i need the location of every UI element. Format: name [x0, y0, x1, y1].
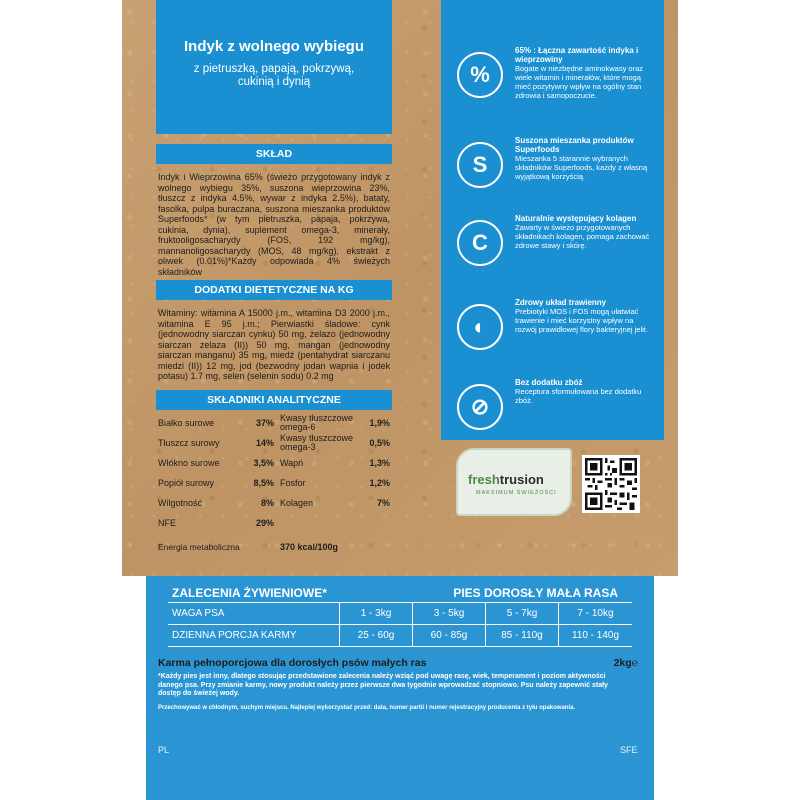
benefit-heading: Bez dodatku zbóż — [515, 378, 583, 387]
stomach-icon: ◐ — [457, 304, 503, 350]
benefit-description: Receptura sformułowana bez dodatku zbóż. — [515, 387, 642, 405]
benefit-description: Zawarty w świeżo przygotowanych składnikach kolagen, pomaga zachować zdrowe stawy i skórę. — [515, 223, 650, 250]
sklad-heading: SKŁAD — [156, 144, 392, 164]
benefit-item — [441, 378, 664, 458]
product-subtitle: z pietruszką, papają, pokrzywą, cukinią i dynią — [193, 63, 355, 88]
feeding-heading: ZALECENIA ŻYWIENIOWE* — [172, 585, 327, 600]
nutrient-value: 37% — [255, 418, 274, 428]
benefit-item — [441, 298, 664, 378]
sklad-text: Indyk i Wieprzowina 65% (świeżo przygotowany indyk z wolnego wybiegu 35%, suszona wieprzowina 23%, tłuszcz z indyka 4.5%, wywar z indyka 2.5%), bataty, fasolka, pulpa buraczana, suszona mieszanka produktów Superfoods* (w tym pietruszka, papaja, pokrzywa, cukinia, dynia), suplement omega-3, minerały, fruktooligosacharydy (FOS, 192 mg/kg), mannanoligosacharydy (MOS, 48 mg/kg), ekstrakt z oliwek (0.01%)*Każdy odpowiada 4% świeżych składników — [158, 172, 390, 277]
nutrient-name: Białko surowe — [158, 418, 215, 428]
analytical-row — [158, 533, 390, 561]
language-code-left: PL — [158, 745, 170, 755]
benefit-heading: Suszona mieszanka produktów Superfoods — [515, 136, 634, 154]
storage-note: Przechowywać w chłodnym, suchym miejscu. Najlepiej wykorzystać przed: data, numer partii i numer rejestracyjny producenta z tyłu opakowania. — [158, 705, 576, 711]
nutrient-name: Kwasy tłuszczowe omega-3 — [280, 433, 354, 452]
brand-fresh: fresh — [468, 472, 500, 487]
feeding-header — [168, 583, 632, 603]
weight-label: WAGA PSA — [168, 603, 340, 624]
nutrient-name: Wapń — [280, 457, 304, 468]
nutrient-value: 3,5% — [253, 458, 274, 468]
freshtrusion-logo — [456, 448, 572, 516]
nutrient-name: Popiół surowy — [158, 478, 215, 488]
nutrient-value: 370 kcal/100g — [280, 541, 339, 552]
nutrient-name: Kolagen — [280, 497, 314, 508]
portion-cell: 60 - 85g — [413, 625, 486, 646]
benefit-heading: Zdrowy układ trawienny — [515, 298, 607, 307]
percent-icon: % — [457, 52, 503, 98]
nutrient-name: Fosfor — [280, 477, 306, 488]
net-weight: 2kg℮ — [613, 657, 638, 669]
nutrient-name: Tłuszcz surowy — [158, 438, 220, 448]
weight-cell: 3 - 5kg — [413, 603, 486, 624]
feeding-target: PIES DOROSŁY MAŁA RASA — [453, 585, 618, 600]
nutrient-name: Wilgotność — [158, 498, 203, 508]
nutrient-value: 29% — [255, 518, 274, 528]
nutrient-name: NFE — [158, 518, 176, 528]
benefit-description: Prebiotyki MOS i FOS mogą ułatwiać trawienie i mieć korzystny wpływ na rozwój prawidłowej flory bakteryjnej jelit. — [515, 307, 648, 334]
complete-food-text: Karma pełnoporcjowa dla dorosłych psów małych ras — [158, 657, 427, 669]
benefit-heading: Naturalnie występujący kolagen — [515, 214, 637, 223]
weight-cell: 5 - 7kg — [486, 603, 559, 624]
analytical-row — [158, 513, 390, 533]
weight-cell: 7 - 10kg — [577, 608, 614, 619]
analytical-row — [158, 413, 390, 433]
language-code-right: SFE — [620, 745, 638, 755]
analytical-row — [158, 433, 390, 453]
benefit-item — [441, 214, 664, 294]
benefit-item — [441, 46, 664, 126]
benefit-heading: 65% : Łączna zawartość indyka i wieprzowiny — [515, 46, 639, 64]
collagen-icon: C — [457, 220, 503, 266]
benefit-description: Mieszanka 5 starannie wybranych składników Superfoods, każdy z własną wyjątkową korzyścią. — [515, 154, 648, 181]
nutrient-value: 1,2% — [369, 478, 390, 488]
dodatki-heading: DODATKI DIETETYCZNE NA KG — [156, 280, 392, 300]
portion-row — [168, 625, 632, 647]
nutrient-name: Energia metaboliczna — [158, 541, 240, 552]
analityczne-heading: SKŁADNIKI ANALITYCZNE — [156, 390, 392, 410]
analytical-table — [158, 413, 390, 561]
nutrient-value: 1,9% — [369, 418, 390, 428]
portion-label: DZIENNA PORCJA KARMY — [168, 625, 340, 646]
portion-cell: 25 - 60g — [340, 625, 413, 646]
brand-trusion: trusion — [499, 472, 544, 487]
feeding-table — [168, 583, 632, 647]
analytical-row — [158, 493, 390, 513]
benefit-item — [441, 136, 664, 216]
dodatki-text: Witaminy: witamina A 15000 j.m., witamina D3 2000 j.m., witamina E 95 j.m.; Pierwiastki śladowe: cynk (jednowodny siarczan cynku) 50 mg, żelazo (jednowodny siarczan żelaza (II)) 50 mg, mangan (jednowodny siarczan manganu) 35 mg, miedź (pentahydrat siarczanu miedzi (II)) 12 mg, jod (bezwodny jodan wapnia i jodek potasu) 1.7 mg, selen (selenin sodu) 0.2 mg — [158, 308, 390, 381]
brand-tagline: MAKSIMUM ŚWIEŻOŚCI — [476, 490, 557, 496]
product-title-box — [156, 0, 392, 134]
grain-free-icon: ⊘ — [457, 384, 503, 430]
nutrient-value: 1,3% — [369, 458, 390, 468]
feeding-note: *Każdy pies jest inny, dlatego stosując przedstawione zalecenia należy wziąć pod uwagę rasę, wiek, temperament i poziom aktywności danego psa. Przy zmianie karmy, nowy produkt należy przez pierwsze dwa tygodnie wprowadzać stopniowo. Psu należy zapewnić stały dostęp do świeżej wody. — [158, 673, 608, 697]
portion-cell: 110 - 140g — [571, 630, 620, 641]
qr-code — [582, 455, 640, 513]
nutrient-value: 7% — [376, 498, 390, 508]
nutrient-name: Włókno surowe — [158, 458, 220, 468]
portion-cell: 85 - 110g — [486, 625, 559, 646]
nutrient-value: 8,5% — [253, 478, 274, 488]
weight-cell: 1 - 3kg — [340, 603, 413, 624]
weight-row — [168, 603, 632, 625]
analytical-row — [158, 473, 390, 493]
complete-food-line — [158, 657, 638, 669]
product-title: Indyk z wolnego wybiegu — [183, 38, 364, 55]
superfood-drop-icon: S — [457, 142, 503, 188]
nutrient-value: 0,5% — [369, 438, 390, 448]
benefits-panel — [441, 0, 664, 440]
nutrient-name: Kwasy tłuszczowe omega-6 — [280, 413, 354, 432]
benefit-description: Bogate w niezbędne aminokwasy oraz wiele witamin i minerałów, które mogą mieć pozytywny wpływ na ogólny stan zdrowia i samopoczucie. — [515, 64, 643, 100]
nutrient-value: 14% — [255, 438, 274, 448]
analytical-row — [158, 453, 390, 473]
nutrient-value: 8% — [260, 498, 274, 508]
